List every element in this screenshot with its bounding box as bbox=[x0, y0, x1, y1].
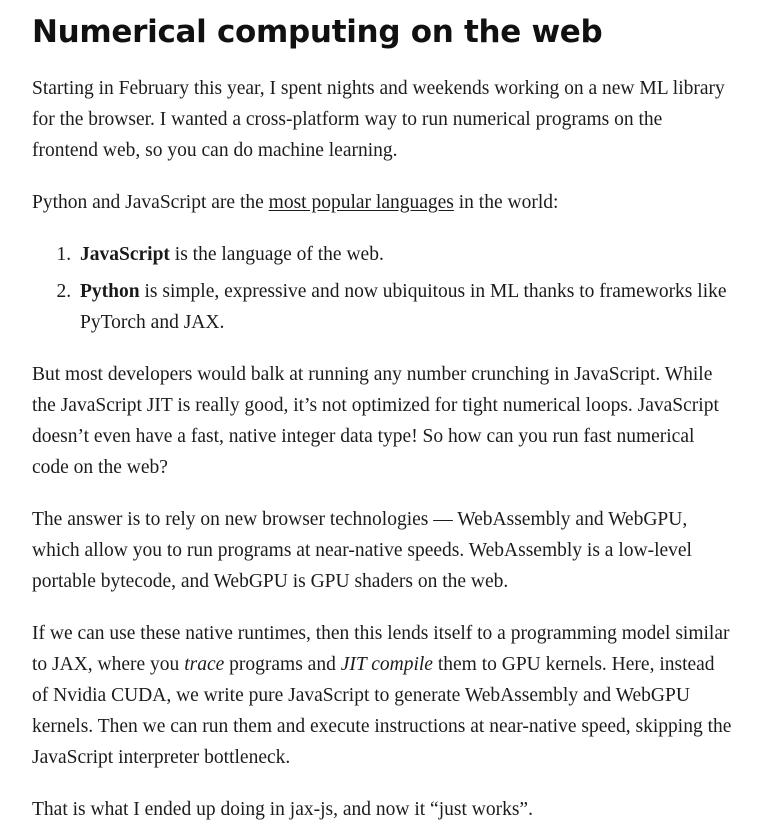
paragraph-programming-model-a: If we can use these native runtimes, then this lends itself to a programming model similar to JAX, where you bbox=[32, 623, 730, 676]
paragraph-programming-model-c: them to GPU kernels. Here, instead of Nvidia CUDA, we write pure JavaScript to generate WebAssembly and WebGPU kernels. Then we can run them and execute instructions at near-native speed, skipping the JavaScript interpreter bottleneck. bbox=[32, 654, 732, 769]
list-item-text: is simple, expressive and now ubiquitous in ML thanks to frameworks like PyTorch and JAX. bbox=[80, 281, 727, 334]
list-item bbox=[76, 276, 733, 338]
paragraph-intro: Starting in February this year, I spent nights and weekends working on a new ML library for the browser. I wanted a cross-platform way to run numerical programs on the frontend web, so you can do machine learning. bbox=[32, 78, 725, 162]
paragraph-conclusion: That is what I ended up doing in jax-js, and now it “just works”. bbox=[32, 799, 533, 821]
paragraph-programming-model bbox=[32, 618, 733, 773]
paragraph-languages-text-after: in the world: bbox=[453, 192, 559, 214]
paragraph-languages-text-before: Python and JavaScript are the bbox=[32, 192, 269, 214]
list-item-term: JavaScript bbox=[80, 244, 170, 266]
list-item-term: Python bbox=[80, 281, 140, 303]
paragraph-browser-tech: The answer is to rely on new browser technologies — WebAssembly and WebGPU, which allow you to run programs at near-native speeds. WebAssembly is a low-level portable bytecode, and WebGPU is GPU shaders on the web. bbox=[32, 509, 692, 593]
list-item bbox=[76, 239, 733, 270]
emphasis-trace: trace bbox=[184, 654, 225, 676]
list-item-text: is the language of the web. bbox=[169, 244, 384, 266]
emphasis-jit-compile: JIT compile bbox=[340, 654, 433, 676]
paragraph-languages bbox=[32, 187, 733, 218]
most-popular-languages-link[interactable]: most popular languages bbox=[268, 192, 454, 214]
page-title: Numerical computing on the web bbox=[32, 14, 603, 50]
paragraph-js-limits: But most developers would balk at running any number crunching in JavaScript. While the JavaScript JIT is really good, it’s not optimized for tight numerical loops. JavaScript doesn’t even have a fast, native integer data type! So how can you run fast numerical code on the web? bbox=[32, 364, 719, 479]
paragraph-programming-model-b: programs and bbox=[224, 654, 341, 676]
ordered-list bbox=[32, 239, 733, 338]
